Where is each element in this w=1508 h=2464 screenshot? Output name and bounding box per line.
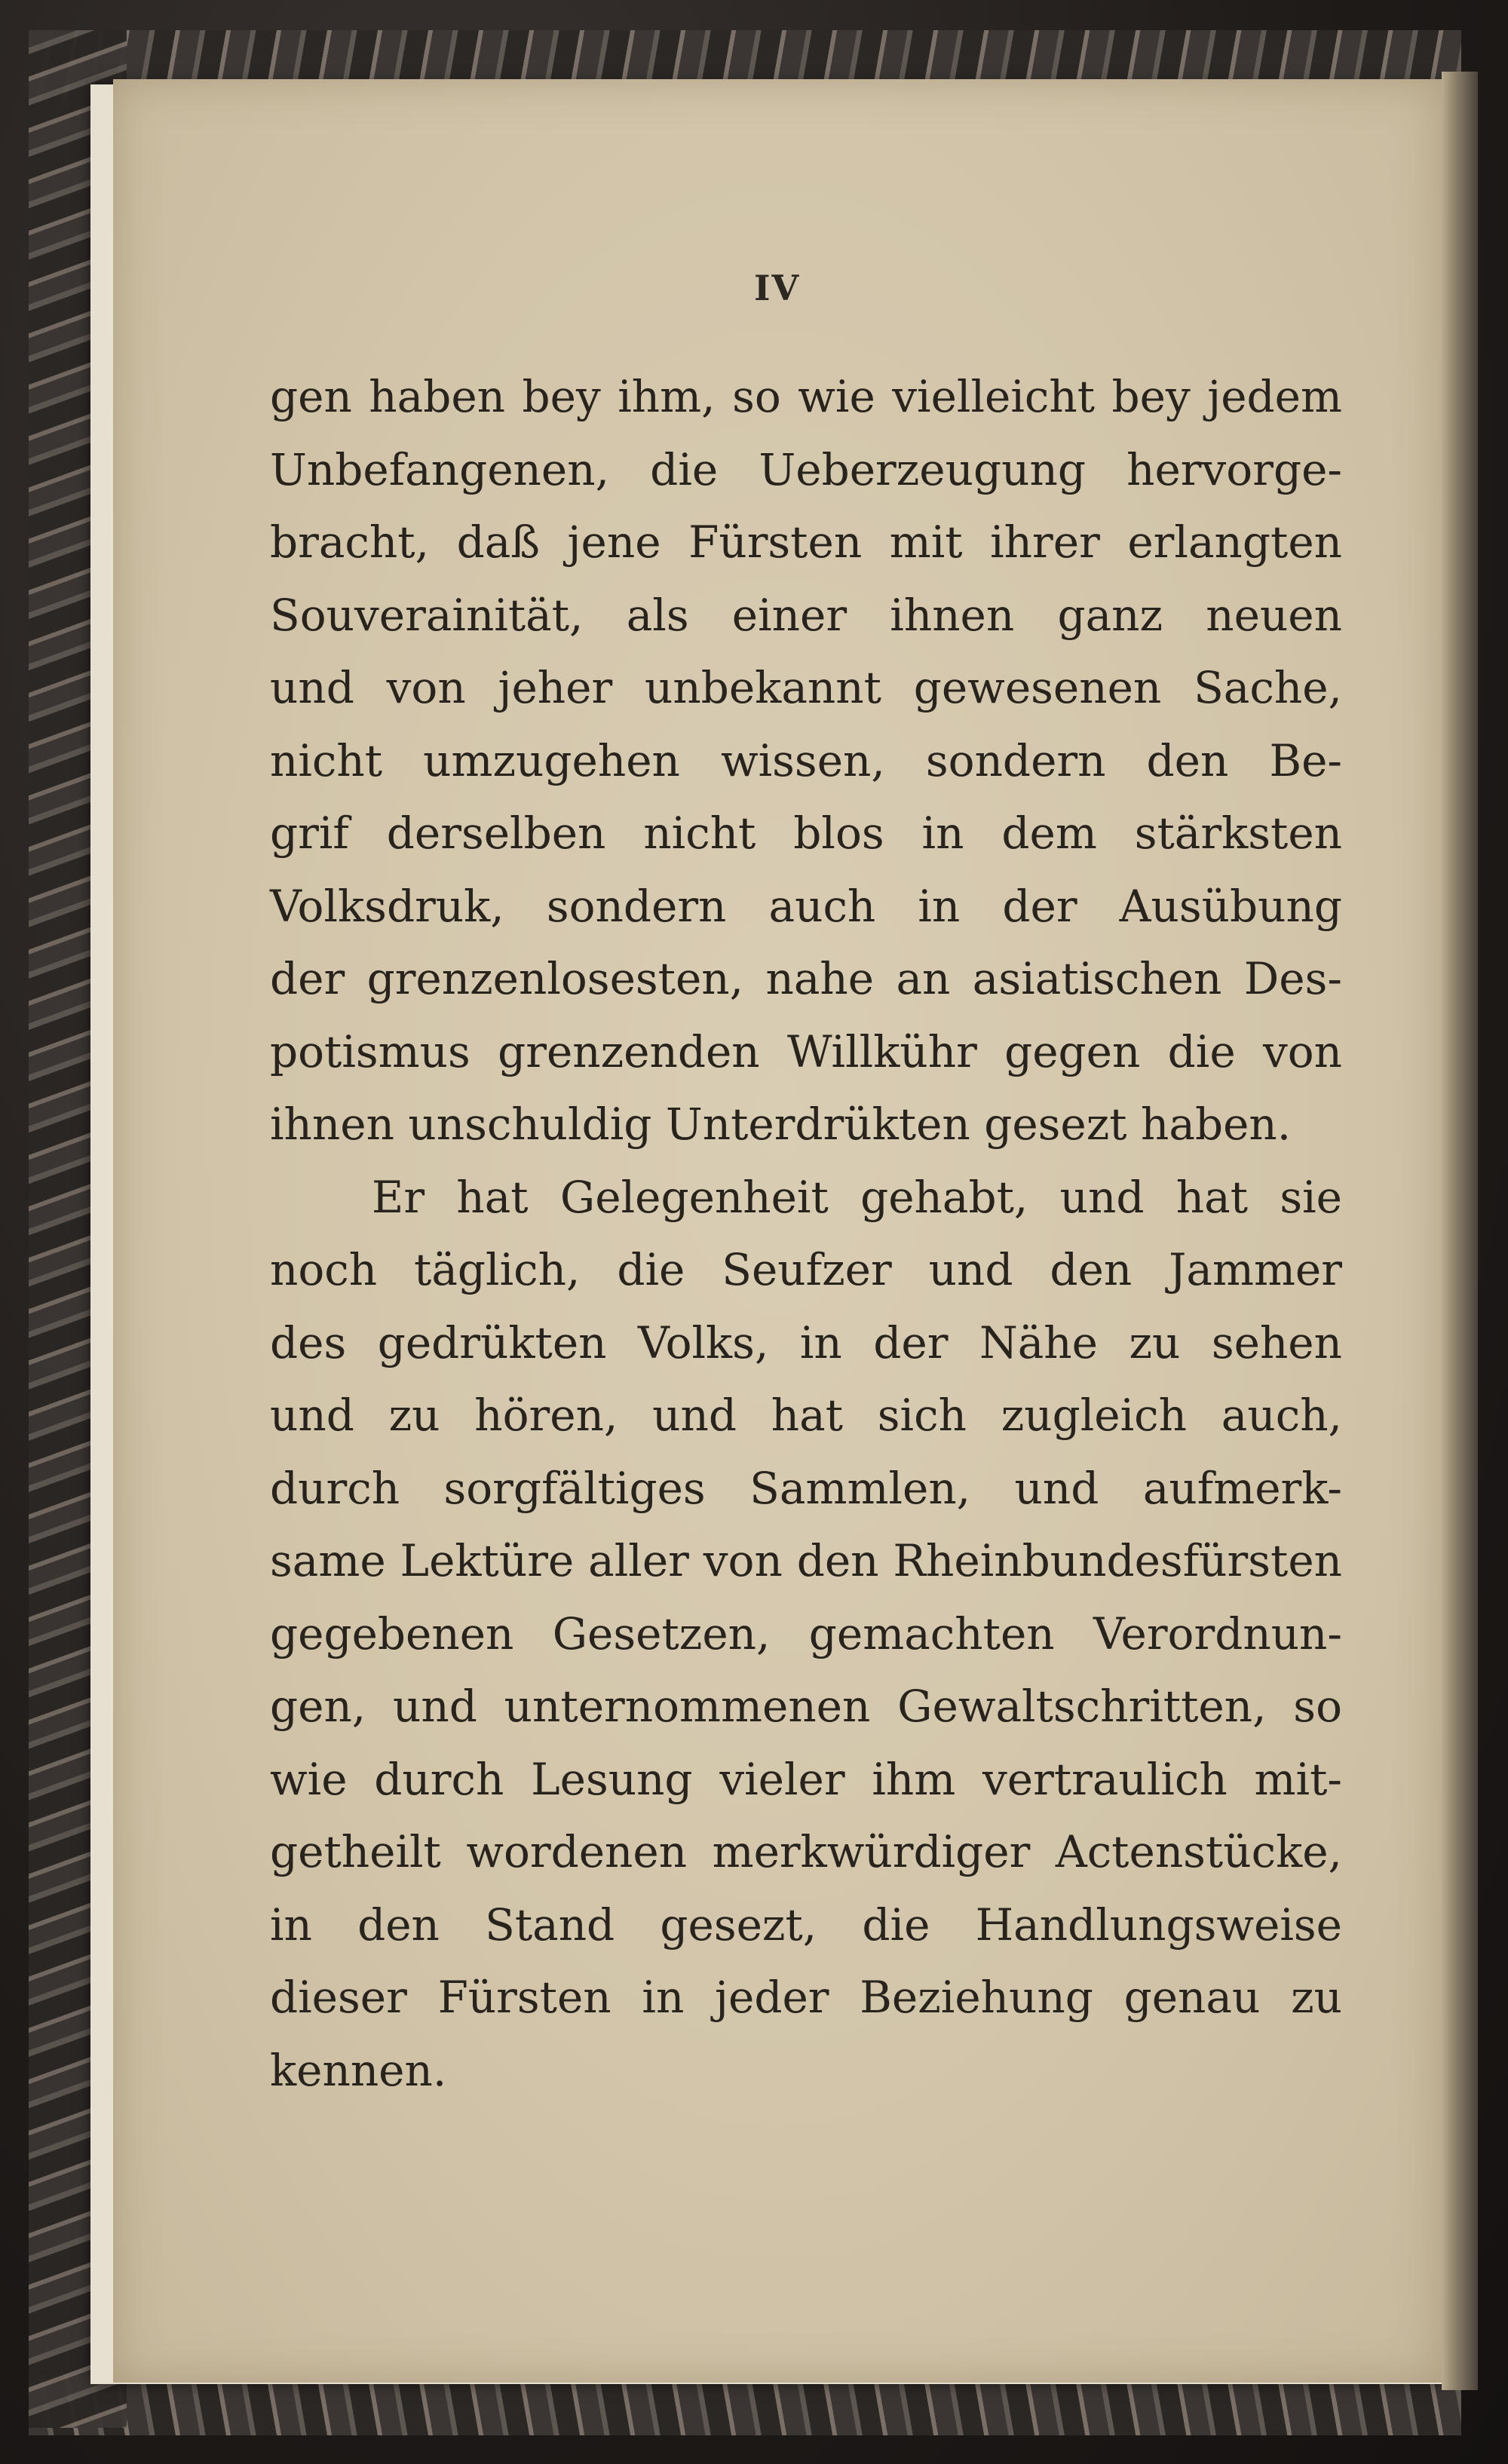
book-cover-bottom	[29, 2375, 1461, 2435]
text-line: gen, und unternommenen Gewaltschritten, so	[270, 1681, 1342, 1732]
text-line: Er hat Gelegenheit gehabt, und hat sie	[372, 1171, 1342, 1223]
text-line: grif derselben nicht blos in dem stärksten	[270, 808, 1342, 859]
text-line: der grenzenlosesten, nahe an asiatischen Des-	[270, 953, 1342, 1004]
text-line: kennen.	[270, 2044, 447, 2096]
text-line: dieser Fürsten in jeder Beziehung genau zu	[270, 1972, 1342, 2023]
text-line: des gedrükten Volks, in der Nähe zu sehen	[270, 1316, 1342, 1368]
text-line: wie durch Lesung vieler ihm vertraulich mit-	[270, 1753, 1342, 1805]
text-line: getheilt wordenen merkwürdiger Actenstücke,	[270, 1826, 1342, 1877]
text-line: nicht umzugehen wissen, sondern den Be-	[270, 734, 1342, 786]
text-line: Volksdruk, sondern auch in der Ausübung	[270, 880, 1342, 932]
text-line: Souverainität, als einer ihnen ganz neuen	[270, 589, 1342, 641]
text-line: potismus grenzenden Willkühr gegen die von	[270, 1025, 1342, 1077]
text-line: noch täglich, die Seufzer und den Jammer	[270, 1244, 1342, 1295]
text-line: ihnen unschuldig Unterdrükten gesezt haben.	[270, 1099, 1292, 1150]
text-line: bracht, daß jene Fürsten mit ihrer erlangten	[270, 516, 1342, 568]
text-line: und von jeher unbekannt gewesenen Sache,	[270, 662, 1342, 713]
text-line: same Lektüre aller von den Rheinbundesfürsten	[270, 1535, 1342, 1586]
page-text	[270, 360, 1342, 2107]
facing-page-edge	[1442, 72, 1478, 2390]
text-line: in den Stand gesezt, die Handlungsweise	[270, 1899, 1342, 1951]
text-line: gen haben bey ihm, so wie vielleicht bey jedem	[270, 371, 1342, 422]
text-line: gegebenen Gesetzen, gemachten Verordnun-	[270, 1607, 1342, 1660]
text-line: und zu hören, und hat sich zugleich auch,	[270, 1390, 1342, 1441]
text-line: durch sorgfältiges Sammlen, und aufmerk-	[270, 1462, 1342, 1514]
text-line: Unbefangenen, die Ueberzeugung hervorge-	[270, 443, 1342, 495]
page-number: IV	[754, 268, 801, 308]
